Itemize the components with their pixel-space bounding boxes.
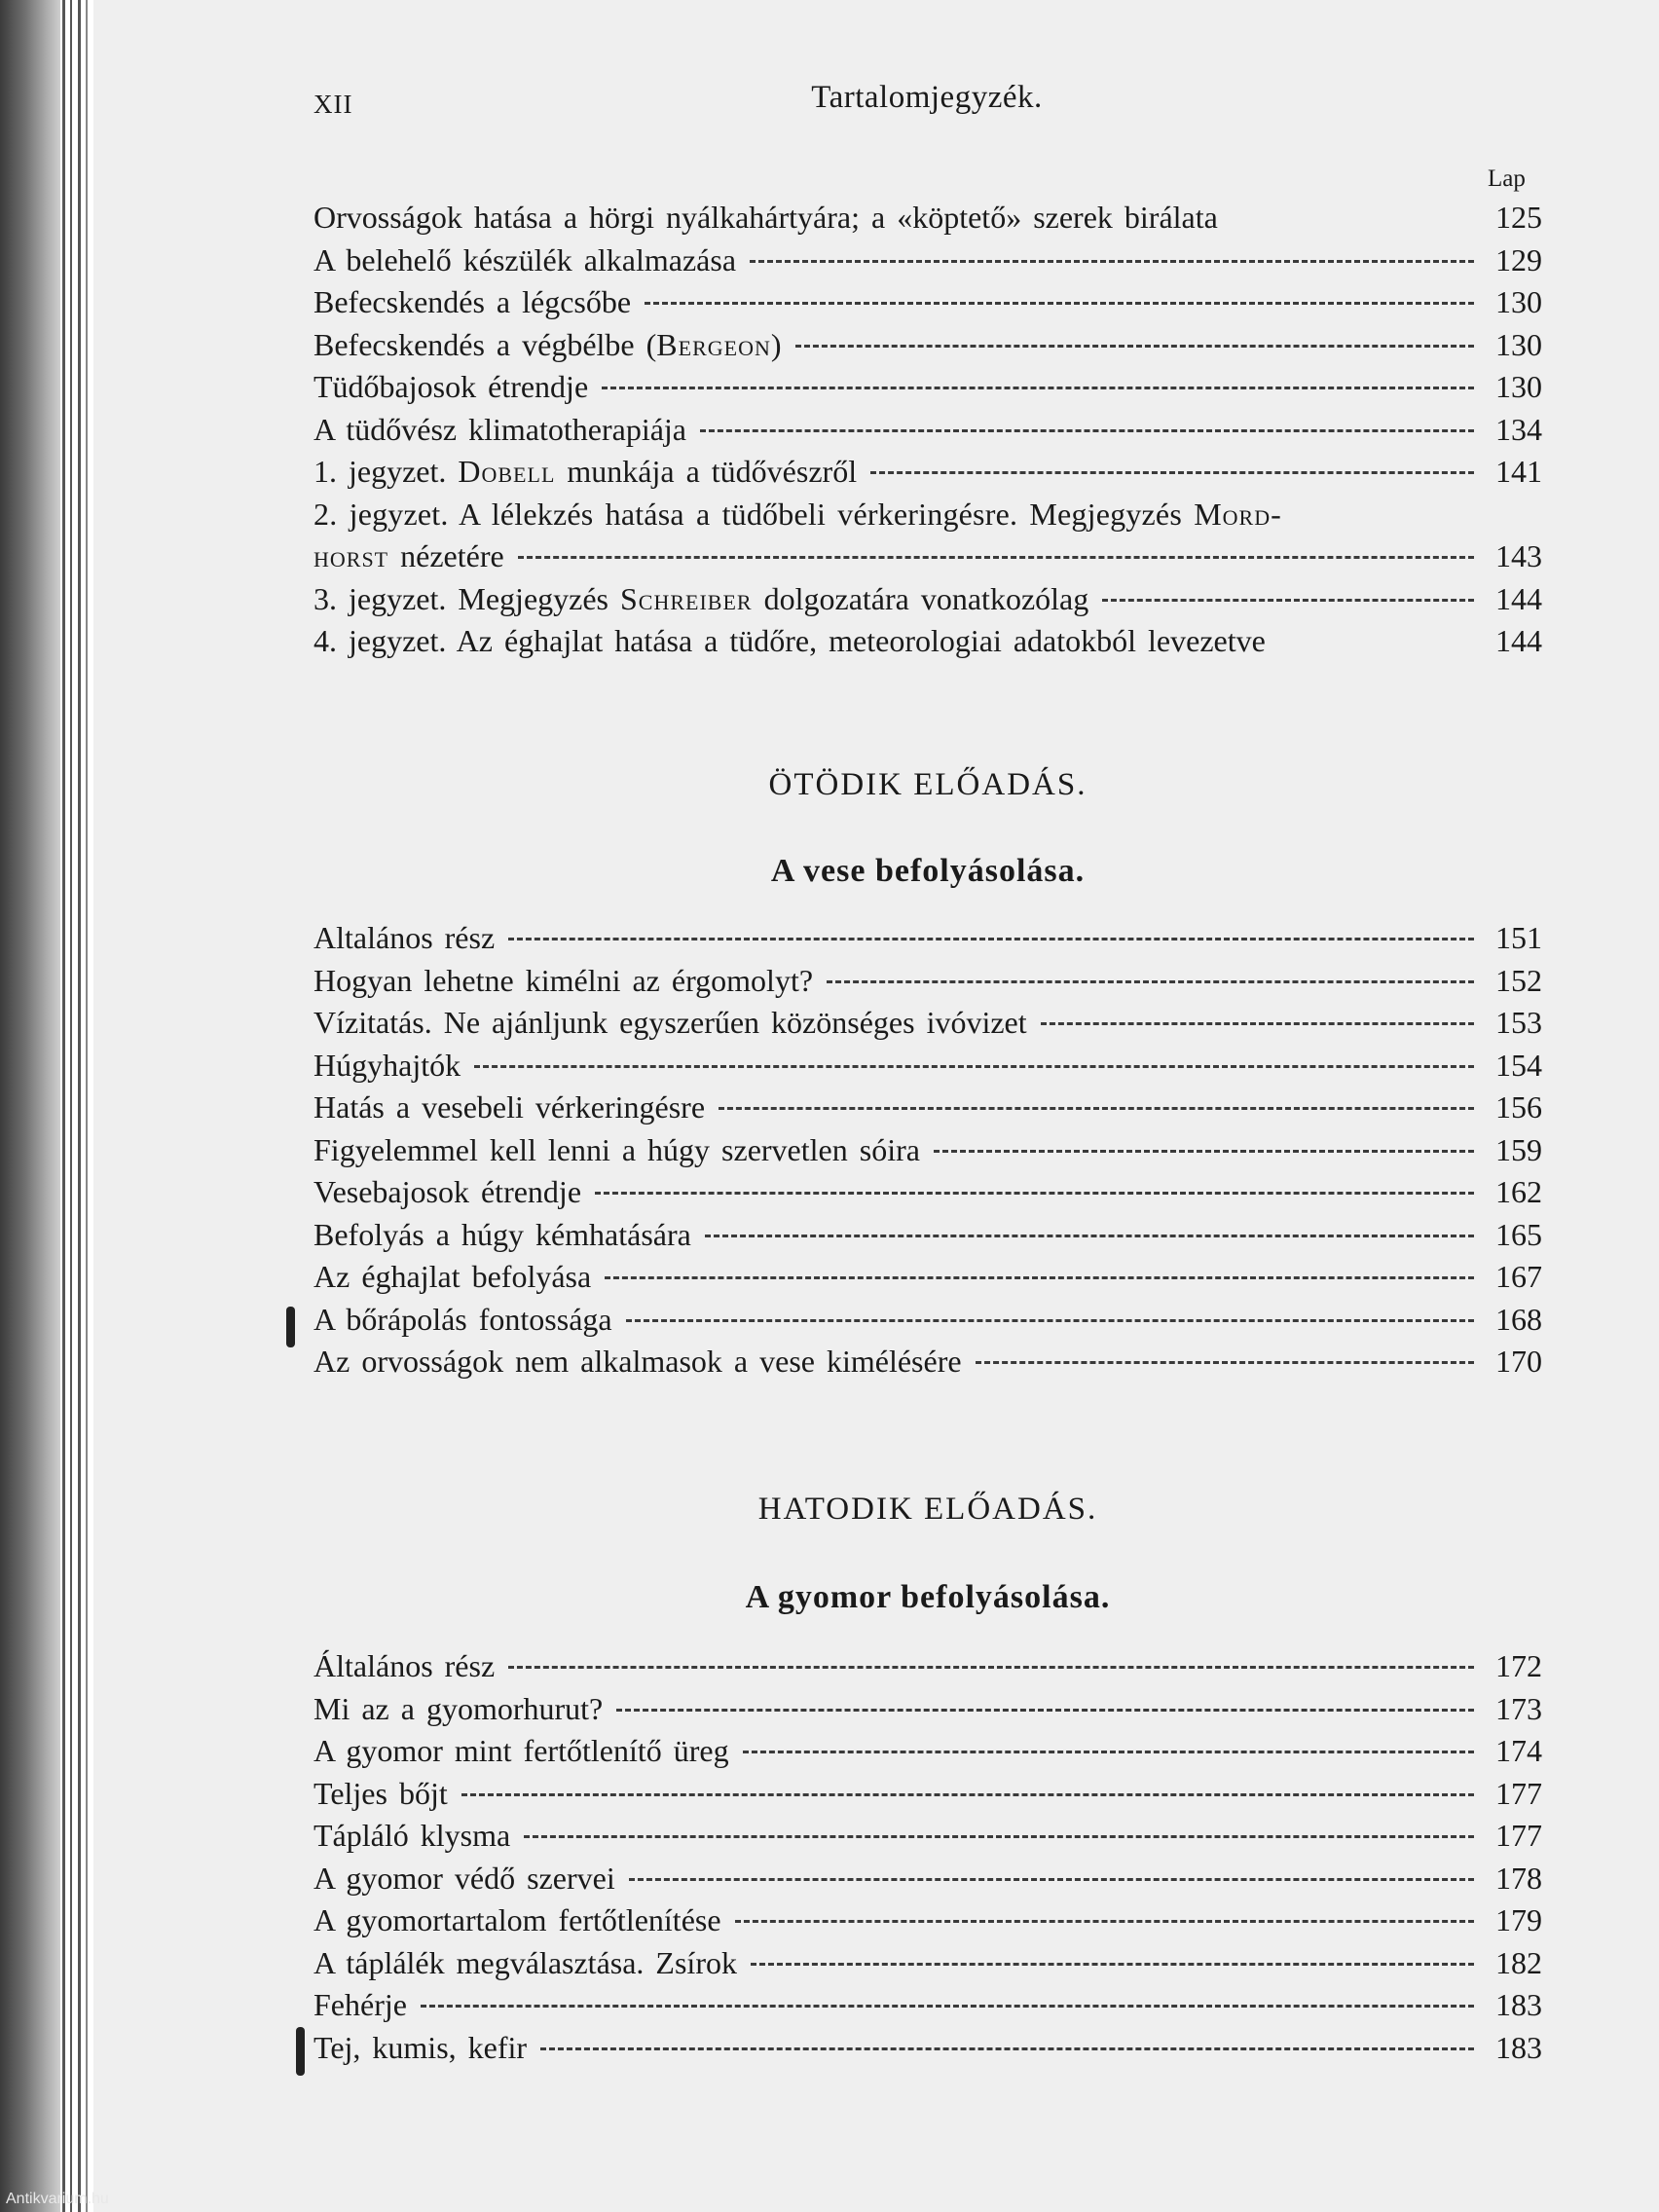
dot-leader bbox=[518, 556, 1474, 559]
dot-leader bbox=[524, 1835, 1474, 1838]
toc-entry bbox=[313, 1087, 1542, 1129]
gutter-line bbox=[78, 0, 81, 2212]
toc-entry-page: 129 bbox=[1495, 241, 1542, 277]
toc-entry-title bbox=[313, 535, 504, 578]
dot-leader bbox=[645, 302, 1474, 305]
toc-entry-text: Befecskendés a légcsőbe bbox=[313, 284, 632, 319]
toc-entry-text: Orvosságok hatása a hörgi nyálkahártyára; a «köptető» szerek birálata bbox=[313, 200, 1218, 235]
toc-entry-page: 172 bbox=[1495, 1648, 1542, 1683]
toc-entry bbox=[313, 1858, 1542, 1900]
toc-entry-page: 154 bbox=[1495, 1047, 1542, 1083]
toc-entry-text: dolgozatára vonatkozólag bbox=[752, 580, 1089, 616]
toc-entry-title bbox=[313, 240, 736, 282]
dot-leader bbox=[421, 2005, 1474, 2008]
toc-entry-page: 168 bbox=[1495, 1301, 1542, 1337]
dot-leader bbox=[508, 938, 1474, 940]
toc-entry-page: 130 bbox=[1495, 284, 1542, 319]
toc-entry-text: A gyomor mint fertőtlenítő üreg bbox=[313, 1733, 729, 1768]
running-title: Tartalomjegyzék. bbox=[811, 80, 1043, 115]
dot-leader bbox=[605, 1276, 1474, 1279]
toc-entry bbox=[313, 1214, 1542, 1257]
toc-entry-page: 130 bbox=[1495, 369, 1542, 404]
toc-entry-title bbox=[313, 409, 686, 452]
toc-entry bbox=[313, 1899, 1542, 1942]
dot-leader bbox=[629, 1878, 1474, 1881]
toc-entry-title bbox=[313, 1045, 461, 1088]
toc-entry-title bbox=[313, 1214, 691, 1257]
toc-entry bbox=[313, 1730, 1542, 1773]
dot-leader bbox=[1041, 1022, 1474, 1025]
toc-entry-title bbox=[313, 451, 857, 494]
toc-entry-text: Tápláló klysma bbox=[313, 1818, 511, 1853]
toc-entry-title bbox=[313, 494, 1282, 536]
toc-entry-text: Húgyhajtók bbox=[313, 1047, 461, 1083]
toc-entry bbox=[313, 917, 1542, 960]
dot-leader bbox=[461, 1793, 1474, 1796]
section-subtitle-6: A gyomor befolyásolása. bbox=[745, 1579, 1111, 1615]
dot-leader bbox=[705, 1235, 1474, 1237]
toc-entry bbox=[313, 1341, 1542, 1383]
toc-entry bbox=[313, 960, 1542, 1003]
toc-entry bbox=[313, 1045, 1542, 1088]
dot-leader bbox=[1102, 599, 1474, 602]
toc-entry-text: 2. jegyzet. A lélekzés hatása a tüdőbeli vérkeringésre. Megjegyzés bbox=[313, 496, 1195, 532]
toc-entry-page: 159 bbox=[1495, 1131, 1542, 1167]
toc-entry bbox=[313, 324, 1542, 367]
dot-leader bbox=[719, 1107, 1474, 1110]
toc-entry-text: A gyomortartalom fertőtlenítése bbox=[313, 1902, 721, 1937]
gutter-line bbox=[86, 0, 88, 2212]
toc-entry-page: 165 bbox=[1495, 1216, 1542, 1252]
toc-entry bbox=[313, 366, 1542, 409]
toc-entry-title bbox=[313, 197, 1218, 240]
dot-leader bbox=[474, 1065, 1474, 1068]
toc-entry-text: ) bbox=[770, 326, 782, 362]
toc-entry-text: A belehelő készülék alkalmazása bbox=[313, 241, 737, 277]
dot-leader bbox=[1296, 514, 1474, 517]
toc-entry-page: 183 bbox=[1495, 2029, 1542, 2065]
page-column-label: Lap bbox=[1488, 166, 1526, 192]
toc-entry-page: 173 bbox=[1495, 1690, 1542, 1726]
toc-entry-page: 177 bbox=[1495, 1775, 1542, 1811]
toc-entry-text: A bőrápolás fontossága bbox=[313, 1301, 612, 1337]
toc-entry-page: 177 bbox=[1495, 1818, 1542, 1853]
toc-entry-title bbox=[313, 1341, 962, 1383]
toc-entry-page: 156 bbox=[1495, 1089, 1542, 1124]
toc-entry-title bbox=[313, 1171, 581, 1214]
toc-entry bbox=[313, 1942, 1542, 1985]
gutter-line bbox=[62, 0, 65, 2212]
toc-entry-title bbox=[313, 578, 1088, 621]
toc-entry-title bbox=[313, 2027, 527, 2070]
toc-entry-text: Befecskendés a végbélbe ( bbox=[313, 326, 657, 362]
toc-entry-text: nézetére bbox=[388, 538, 504, 573]
toc-entry bbox=[313, 197, 1542, 240]
toc-entry-title bbox=[313, 960, 813, 1003]
toc-entry bbox=[313, 1002, 1542, 1045]
toc-entry bbox=[313, 1171, 1542, 1214]
toc-entry-title bbox=[313, 1858, 615, 1900]
toc-entry-author: horst bbox=[313, 538, 389, 573]
toc-entry-title bbox=[313, 1942, 737, 1985]
dot-leader bbox=[1232, 217, 1474, 220]
toc-entry-author: Bergeon bbox=[656, 326, 771, 362]
toc-entry-title bbox=[313, 917, 495, 960]
toc-entry-title bbox=[313, 1256, 591, 1299]
toc-entry-text: Az éghajlat befolyása bbox=[313, 1259, 592, 1294]
toc-entry-text: Hatás a vesebeli vérkeringésre bbox=[313, 1089, 706, 1124]
toc-entry-text: 3. jegyzet. Megjegyzés bbox=[313, 580, 620, 616]
toc-entry-title bbox=[313, 324, 782, 367]
toc-entry-text: munkája a tüdővészről bbox=[555, 454, 858, 489]
toc-entry-text: Hogyan lehetne kimélni az érgomolyt? bbox=[313, 962, 814, 998]
toc-entry-page: 144 bbox=[1495, 623, 1542, 658]
toc-entry-title bbox=[313, 1299, 612, 1342]
pen-mark bbox=[296, 2027, 305, 2076]
toc-entry bbox=[313, 240, 1542, 282]
toc-entry bbox=[313, 2027, 1542, 2070]
page-header bbox=[313, 80, 1540, 129]
dot-leader bbox=[751, 1963, 1474, 1966]
toc-entry bbox=[313, 1256, 1542, 1299]
toc-entry-page: 179 bbox=[1495, 1902, 1542, 1937]
toc-entry-page: 182 bbox=[1495, 1944, 1542, 1980]
toc-entry-page: 178 bbox=[1495, 1860, 1542, 1896]
dot-leader bbox=[626, 1319, 1474, 1322]
toc-entry bbox=[313, 620, 1542, 663]
pen-mark bbox=[286, 1307, 295, 1347]
toc-entry-page: 141 bbox=[1495, 454, 1542, 489]
dot-leader bbox=[795, 345, 1475, 348]
toc-entry bbox=[313, 451, 1542, 494]
toc-entry-text: Általános rész bbox=[313, 1648, 496, 1683]
toc-entry-title bbox=[313, 366, 588, 409]
toc-entry-text: Teljes bőjt bbox=[313, 1775, 448, 1811]
toc-entry-page: 183 bbox=[1495, 1987, 1542, 2022]
dot-leader bbox=[735, 1920, 1474, 1923]
toc-entry-text: Fehérje bbox=[313, 1987, 407, 2022]
toc-entry-title bbox=[313, 281, 631, 324]
toc-entry-text: Befolyás a húgy kémhatására bbox=[313, 1216, 691, 1252]
toc-entry bbox=[313, 281, 1542, 324]
toc-entry-page: 125 bbox=[1495, 200, 1542, 235]
section-heading-6: HATODIK ELŐADÁS. bbox=[757, 1492, 1098, 1527]
toc-entry-author: Schreiber bbox=[620, 580, 753, 616]
dot-leader bbox=[595, 1192, 1474, 1195]
toc-list-section-6 bbox=[313, 1645, 1542, 2069]
toc-entry-text: Figyelemmel kell lenni a húgy szervetlen sóira bbox=[313, 1131, 920, 1167]
toc-entry bbox=[313, 494, 1542, 536]
toc-entry-title bbox=[313, 1815, 510, 1858]
toc-entry-page: 162 bbox=[1495, 1174, 1542, 1209]
section-heading-5: ÖTÖDIK ELŐADÁS. bbox=[768, 767, 1088, 802]
dot-leader bbox=[602, 387, 1474, 389]
toc-entry bbox=[313, 1299, 1542, 1342]
dot-leader bbox=[700, 429, 1474, 432]
dot-leader bbox=[616, 1709, 1474, 1712]
toc-entry-page: 151 bbox=[1495, 920, 1542, 955]
toc-entry-text: Tüdőbajosok étrendje bbox=[313, 369, 589, 404]
toc-entry-title bbox=[313, 1730, 729, 1773]
toc-entry-title bbox=[313, 620, 1266, 663]
section-subtitle-5: A vese befolyásolása. bbox=[770, 853, 1086, 889]
toc-entry bbox=[313, 1815, 1542, 1858]
toc-entry bbox=[313, 578, 1542, 621]
toc-entry-author: Mord- bbox=[1194, 496, 1282, 532]
toc-entry-title bbox=[313, 1087, 705, 1129]
dot-leader bbox=[508, 1666, 1474, 1669]
toc-entry-page: 167 bbox=[1495, 1259, 1542, 1294]
dot-leader bbox=[976, 1361, 1474, 1364]
toc-entry bbox=[313, 535, 1542, 578]
toc-entry-title bbox=[313, 1129, 920, 1172]
toc-entry-page: 152 bbox=[1495, 962, 1542, 998]
watermark: Antikvarium.hu bbox=[6, 2191, 109, 2207]
dot-leader bbox=[827, 980, 1474, 983]
toc-entry-text: Vízitatás. Ne ajánljunk egyszerűen közönséges ivóvizet bbox=[313, 1005, 1027, 1040]
toc-entry-title bbox=[313, 1899, 721, 1942]
toc-entry-text: A gyomor védő szervei bbox=[313, 1860, 615, 1896]
toc-list-top bbox=[313, 197, 1542, 663]
dot-leader bbox=[870, 471, 1474, 474]
dot-leader bbox=[1279, 641, 1474, 644]
dot-leader bbox=[750, 260, 1474, 263]
toc-entry-text: Az orvosságok nem alkalmasok a vese kimélésére bbox=[313, 1344, 962, 1379]
toc-entry-text: Mi az a gyomorhurut? bbox=[313, 1690, 604, 1726]
toc-entry bbox=[313, 1645, 1542, 1688]
toc-entry-page: 174 bbox=[1495, 1733, 1542, 1768]
toc-entry-text: A táplálék megválasztása. Zsírok bbox=[313, 1944, 737, 1980]
toc-entry-title bbox=[313, 1688, 603, 1731]
toc-entry bbox=[313, 1129, 1542, 1172]
toc-entry bbox=[313, 1984, 1542, 2027]
toc-entry-title bbox=[313, 1984, 407, 2027]
page-number: XII bbox=[313, 90, 353, 119]
scanner-edge bbox=[0, 0, 60, 2212]
toc-entry-author: Dobell bbox=[458, 454, 556, 489]
dot-leader bbox=[540, 2047, 1474, 2050]
dot-leader bbox=[743, 1751, 1474, 1753]
toc-entry bbox=[313, 409, 1542, 452]
toc-entry-page: 153 bbox=[1495, 1005, 1542, 1040]
toc-entry-text: Vesebajosok étrendje bbox=[313, 1174, 582, 1209]
toc-entry-page: 170 bbox=[1495, 1344, 1542, 1379]
gutter-line bbox=[70, 0, 72, 2212]
toc-entry-text: 1. jegyzet. bbox=[313, 454, 459, 489]
toc-entry-text: A tüdővész klimatotherapiája bbox=[313, 411, 686, 447]
toc-entry-title bbox=[313, 1773, 448, 1816]
toc-entry bbox=[313, 1688, 1542, 1731]
toc-entry-title bbox=[313, 1645, 495, 1688]
toc-entry-text: Tej, kumis, kefir bbox=[313, 2029, 528, 2065]
toc-list-section-5 bbox=[313, 917, 1542, 1383]
toc-entry-page: 144 bbox=[1495, 580, 1542, 616]
toc-entry-page: 134 bbox=[1495, 411, 1542, 447]
toc-entry-text: Altalános rész bbox=[313, 920, 496, 955]
toc-entry-title bbox=[313, 1002, 1027, 1045]
toc-entry-page: 130 bbox=[1495, 326, 1542, 362]
dot-leader bbox=[934, 1150, 1474, 1153]
toc-entry-text: 4. jegyzet. Az éghajlat hatása a tüdőre, meteorologiai adatokból levezetve bbox=[313, 623, 1266, 658]
toc-entry-page: 143 bbox=[1495, 538, 1542, 573]
toc-entry bbox=[313, 1773, 1542, 1816]
